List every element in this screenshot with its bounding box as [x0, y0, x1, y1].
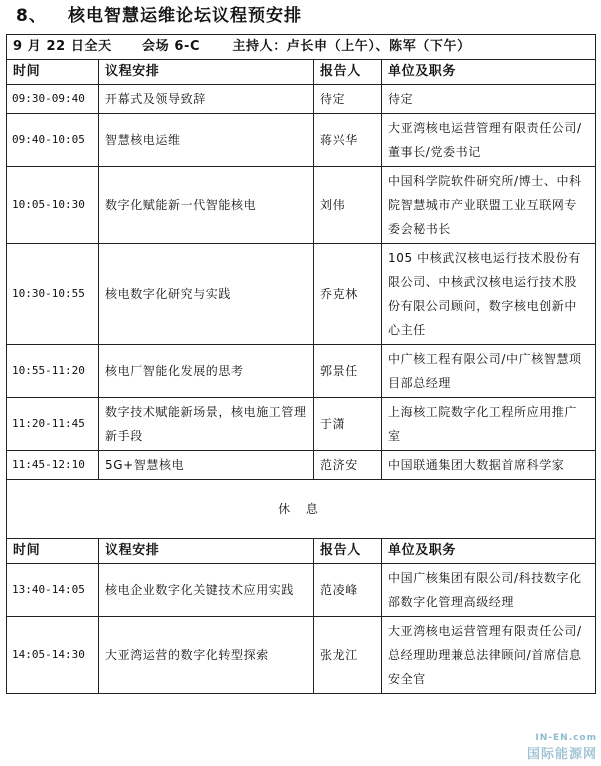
row-topic: 智慧核电运维 [99, 114, 314, 167]
header-unit: 单位及职务 [382, 539, 596, 564]
row-topic: 核电企业数字化关键技术应用实践 [99, 564, 314, 617]
agenda-table [6, 34, 596, 694]
row-time: 10:05-10:30 [7, 167, 99, 244]
table-row [7, 564, 596, 617]
row-time: 09:40-10:05 [7, 114, 99, 167]
table-row [7, 398, 596, 451]
row-speaker: 范济安 [314, 451, 382, 480]
break-label: 休 息 [7, 480, 596, 539]
row-unit: 中国广核集团有限公司/科技数字化部数字化管理高级经理 [382, 564, 596, 617]
row-unit: 105 中核武汉核电运行技术股份有限公司、中核武汉核电运行技术股份有限公司顾问，数字核电创新中心主任 [382, 244, 596, 345]
table-row [7, 345, 596, 398]
row-speaker: 范凌峰 [314, 564, 382, 617]
row-time: 11:45-12:10 [7, 451, 99, 480]
session-date: 9 月 22 日全天 [13, 39, 112, 54]
header-time: 时间 [7, 539, 99, 564]
header-speaker: 报告人 [314, 539, 382, 564]
row-topic: 数字化赋能新一代智能核电 [99, 167, 314, 244]
header-speaker: 报告人 [314, 60, 382, 85]
table-header-row [7, 60, 596, 85]
header-topic: 议程安排 [99, 539, 314, 564]
section-title: 核电智慧运维论坛议程预安排 [68, 6, 302, 26]
table-row [7, 244, 596, 345]
table-row [7, 85, 596, 114]
row-time: 10:55-11:20 [7, 345, 99, 398]
row-unit: 中广核工程有限公司/中广核智慧项目部总经理 [382, 345, 596, 398]
row-time: 11:20-11:45 [7, 398, 99, 451]
table-row [7, 167, 596, 244]
page-title [16, 2, 302, 30]
row-topic: 数字技术赋能新场景，核电施工管理新手段 [99, 398, 314, 451]
row-speaker: 乔克林 [314, 244, 382, 345]
row-unit: 中国联通集团大数据首席科学家 [382, 451, 596, 480]
header-topic: 议程安排 [99, 60, 314, 85]
row-speaker: 待定 [314, 85, 382, 114]
section-number: 8、 [16, 6, 47, 26]
row-time: 14:05-14:30 [7, 617, 99, 694]
row-time: 09:30-09:40 [7, 85, 99, 114]
row-topic: 5G+智慧核电 [99, 451, 314, 480]
row-speaker: 蒋兴华 [314, 114, 382, 167]
row-topic: 核电厂智能化发展的思考 [99, 345, 314, 398]
row-topic: 核电数字化研究与实践 [99, 244, 314, 345]
row-speaker: 张龙江 [314, 617, 382, 694]
row-unit: 大亚湾核电运营管理有限责任公司/董事长/党委书记 [382, 114, 596, 167]
row-speaker: 于潇 [314, 398, 382, 451]
row-speaker: 刘伟 [314, 167, 382, 244]
break-row [7, 480, 596, 539]
row-unit: 待定 [382, 85, 596, 114]
row-topic: 开幕式及领导致辞 [99, 85, 314, 114]
row-unit: 上海核工院数字化工程所应用推广室 [382, 398, 596, 451]
watermark-logo [527, 733, 597, 762]
session-venue: 会场 6-C [142, 39, 201, 54]
header-unit: 单位及职务 [382, 60, 596, 85]
row-time: 10:30-10:55 [7, 244, 99, 345]
row-speaker: 郭景任 [314, 345, 382, 398]
table-header-row [7, 539, 596, 564]
row-unit: 大亚湾核电运营管理有限责任公司/总经理助理兼总法律顾问/首席信息安全官 [382, 617, 596, 694]
table-row [7, 617, 596, 694]
table-row [7, 114, 596, 167]
row-time: 13:40-14:05 [7, 564, 99, 617]
session-host: 主持人：卢长申（上午）、陈军（下午） [232, 39, 471, 54]
row-topic: 大亚湾运营的数字化转型探索 [99, 617, 314, 694]
session-info-row [7, 35, 596, 60]
table-row [7, 451, 596, 480]
watermark-url: IN-EN.com [535, 733, 597, 743]
row-unit: 中国科学院软件研究所/博士、中科院智慧城市产业联盟工业互联网专委会秘书长 [382, 167, 596, 244]
watermark-name: 国际能源网 [526, 747, 597, 762]
header-time: 时间 [7, 60, 99, 85]
